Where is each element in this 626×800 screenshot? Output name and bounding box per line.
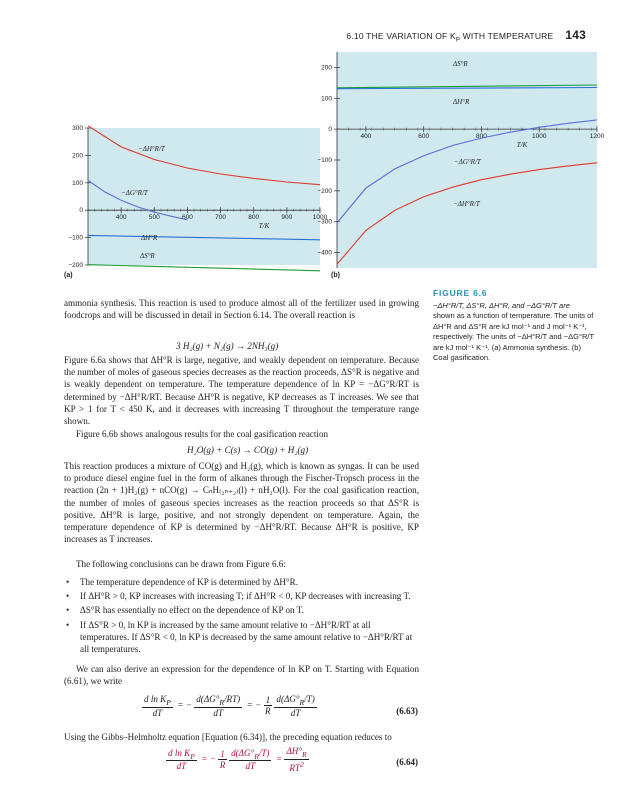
- paragraph-conclusions: [64, 558, 419, 570]
- p5: The following conclusions can be drawn from Figure 6.6:: [76, 559, 286, 569]
- paragraph-figure-a: [64, 354, 419, 427]
- x-axis-label: T/K: [258, 222, 270, 231]
- y-tick-label: −300: [317, 218, 332, 226]
- y-tick-label: −100: [317, 157, 332, 164]
- series-label: −ΔG°R/T: [121, 189, 148, 197]
- list-item: • If ΔS°R > 0, ln KP is increased by the same amount relative to −ΔH°R/RT at all temperatures. If ΔS°R < 0, ln KP is decreased by the same amount relative to −ΔH°R/RT at all temperatures.: [64, 619, 419, 656]
- x-axis-label: T/K: [516, 141, 528, 150]
- y-tick-label: −200: [68, 262, 83, 269]
- x-tick-label: 1000: [312, 214, 328, 222]
- page-number: 143: [565, 28, 586, 42]
- p7: Using the Gibbs–Helmholtz equation [Equation (6.34)], the preceding equation reduces to: [64, 732, 392, 742]
- paragraph-ammonia: [64, 297, 419, 321]
- x-tick-label: 1200: [589, 133, 605, 141]
- paragraph-gibbs-helmholtz: [64, 731, 419, 743]
- p1: ammonia synthesis. This reaction is used to produce almost all of the fertilizer used in growing foodcrops and will be discussed in detail in Section 6.14. The overall reaction is: [64, 298, 419, 321]
- x-tick-label: 400: [360, 133, 372, 141]
- list-item: • ΔS°R has essentially no effect on the dependence of KP on T.: [64, 604, 419, 616]
- x-tick-label: 900: [281, 214, 293, 222]
- equation-6-63: $\frac{d \ln K_P}{dT}$ = − $\frac{d(\Delta G^\circ_R/RT)}{dT}$ = − $\frac{1}{R}$ $\frac{d(\Delta G^\circ_R/T)}{dT}$: [144, 694, 315, 718]
- x-tick-label: 800: [248, 214, 260, 222]
- series-line: [88, 265, 320, 271]
- p4: This reaction produces a mixture of CO(g) and H₂(g), which is known as syngas. It can be used to produce diesel engine fuel in the form of alkanes through the Fischer-Tropsch process in the reaction (2n + 1)H₂(g) + nCO(g) → CₙH₍₂ₙ₊₂₎(l) + nH₂O(l). For the coal gasification reaction, the number of moles of gaseous species increases as the reaction proceeds so that ΔS°R is positive. ΔH°R is large, positive, and not strongly dependent on temperature. Again, the temperature dependence of KP is determined by −ΔH°R/RT. Because ΔH°R is positive, KP increases as T increases.: [64, 461, 419, 545]
- panel-b-label: (b): [331, 272, 340, 279]
- running-title-sub: P: [455, 37, 461, 44]
- equation-number-6-63: (6.63): [396, 706, 418, 716]
- y-tick-label: −400: [317, 249, 332, 257]
- p2: Figure 6.6a shows that ΔH°R is large, negative, and weakly dependent on temperature. Because the number of moles of gaseous species decreases as the reaction proceeds, ΔS°R is negative and is weakly dependent on temperature. The temperature dependence of ln KP = −ΔG°R/RT is determined by −ΔH°R/RT. Because ΔH°R is negative, KP decreases as T increases. We see that KP > 1 for T < 450 K, and it decreases with increasing T throughout the temperature range shown.: [64, 355, 419, 427]
- p3: Figure 6.6b shows analogous results for the coal gasification reaction: [76, 429, 329, 439]
- paragraph-syngas: [64, 460, 419, 545]
- running-title-end: WITH TEMPERATURE: [460, 31, 554, 41]
- equation-number-6-64: (6.64): [396, 757, 418, 767]
- y-tick-label: 200: [321, 64, 332, 72]
- y-tick-label: 0: [79, 207, 83, 215]
- y-tick-label: 0: [328, 126, 332, 134]
- equation-gasification: H₂O(g) + C(s) → CO(g) + H₂(g): [187, 445, 309, 455]
- figure-6-6: [0, 0, 626, 290]
- y-tick-label: 100: [321, 95, 332, 103]
- caption-text: shown as a function of temperature. The units of ΔH°R and ΔS°R are kJ mol⁻¹ and J mol⁻¹ K⁻¹, respectively. The units of −ΔH°R/T and −ΔG°R/T are kJ mol⁻¹ K⁻¹. (a) Ammonia synthesis. (b) Coal gasification.: [433, 311, 594, 362]
- y-tick-label: 200: [72, 152, 83, 160]
- equation-6-64: $\frac{d \ln K_P}{dT}$ = − $\frac{1}{R}$ $\frac{d(\Delta G^\circ_R/T)}{dT}$ = $\frac{\Delta H^\circ_R}{RT^2}$: [168, 746, 307, 773]
- conclusions-list: [64, 576, 419, 657]
- series-label: −ΔH°R/T: [138, 145, 165, 153]
- p6: We can also derive an expression for the dependence of ln KP on T. Starting with Equation (6.61), we write: [64, 664, 419, 687]
- x-tick-label: 400: [115, 214, 127, 222]
- paragraph-derivation: [64, 663, 419, 687]
- caption-line1: −ΔH°R/T, ΔS°R, ΔH°R, and −ΔG°R/T are: [433, 300, 570, 310]
- series-label: −ΔG°R/T: [454, 158, 481, 166]
- x-tick-label: 600: [418, 133, 430, 141]
- x-tick-label: 800: [476, 133, 487, 141]
- equation-ammonia: 3 H₂(g) + N₂(g) → 2NH₃(g): [176, 341, 279, 351]
- y-tick-label: −100: [68, 234, 83, 242]
- paragraph-gasification-intro: [64, 428, 419, 440]
- running-title: 6.10 THE VARIATION OF K: [346, 31, 456, 41]
- y-tick-label: −200: [317, 187, 332, 195]
- x-tick-label: 500: [148, 214, 160, 222]
- x-tick-label: 1000: [531, 133, 547, 141]
- series-label: −ΔH°R/T: [453, 200, 480, 208]
- series-label: ΔS°R: [140, 252, 155, 260]
- x-tick-label: 600: [181, 214, 193, 222]
- panel-a-label: (a): [64, 272, 73, 279]
- series-label: ΔS°R: [453, 60, 468, 68]
- caption-label: FIGURE 6.6: [433, 288, 488, 298]
- y-tick-label: 300: [72, 125, 83, 132]
- series-label: ΔH°R: [141, 234, 158, 242]
- series-label: ΔH°R: [453, 98, 470, 106]
- list-item: • If ΔH°R > 0, KP increases with increasing T; if ΔH°R < 0, KP decreases with increasing T.: [64, 590, 419, 602]
- y-tick-label: 100: [72, 179, 83, 187]
- x-tick-label: 700: [215, 214, 227, 222]
- figure-caption: [433, 288, 598, 364]
- list-item: • The temperature dependence of KP is determined by ΔH°R.: [64, 576, 419, 588]
